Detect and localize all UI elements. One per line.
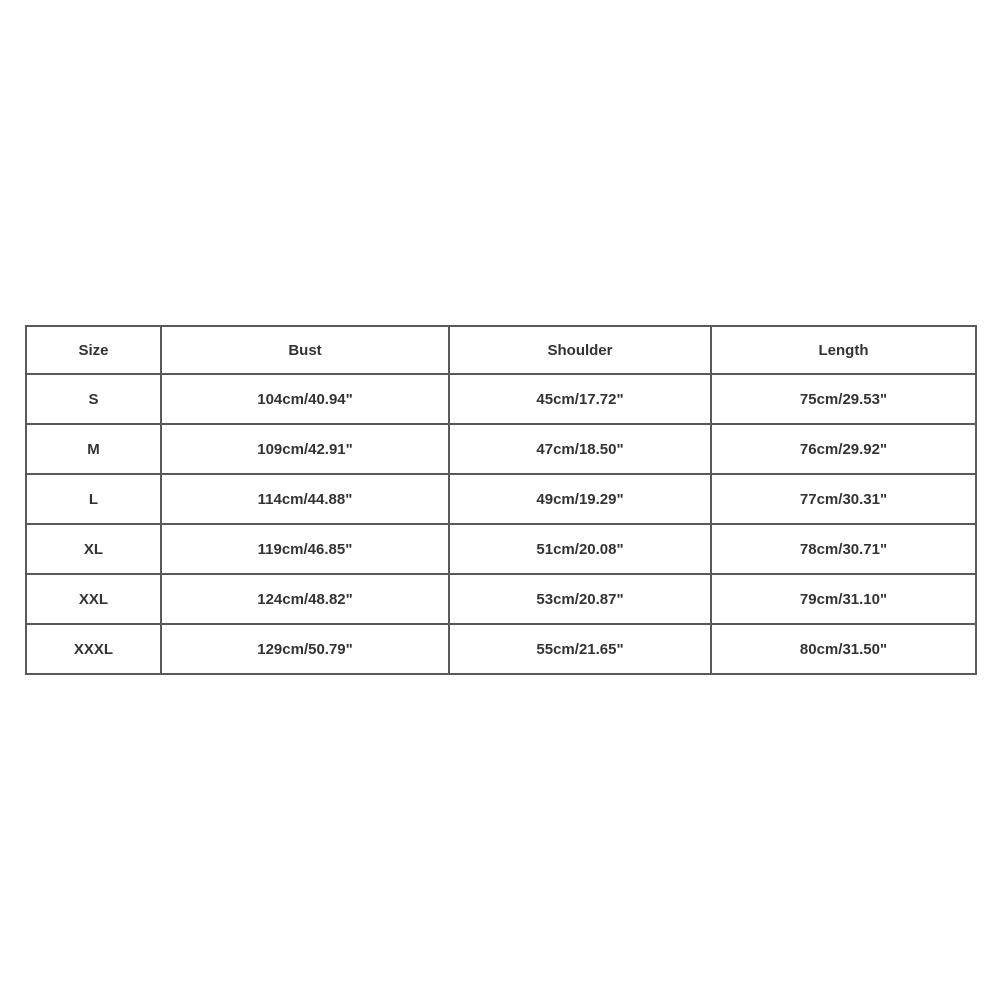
cell-size: XXL <box>26 574 161 624</box>
column-header-shoulder: Shoulder <box>449 326 711 374</box>
cell-bust: 119cm/46.85" <box>161 524 449 574</box>
cell-shoulder: 53cm/20.87" <box>449 574 711 624</box>
cell-bust: 129cm/50.79" <box>161 624 449 674</box>
cell-shoulder: 51cm/20.08" <box>449 524 711 574</box>
header-row <box>26 326 976 374</box>
table-row <box>26 524 976 574</box>
cell-size: L <box>26 474 161 524</box>
table-body <box>26 374 976 674</box>
column-header-bust: Bust <box>161 326 449 374</box>
cell-size: M <box>26 424 161 474</box>
column-header-size: Size <box>26 326 161 374</box>
cell-size: S <box>26 374 161 424</box>
table-row <box>26 574 976 624</box>
cell-length: 75cm/29.53" <box>711 374 976 424</box>
table-row <box>26 474 976 524</box>
cell-shoulder: 49cm/19.29" <box>449 474 711 524</box>
cell-size: XL <box>26 524 161 574</box>
cell-length: 80cm/31.50" <box>711 624 976 674</box>
table-row <box>26 374 976 424</box>
cell-bust: 109cm/42.91" <box>161 424 449 474</box>
cell-bust: 104cm/40.94" <box>161 374 449 424</box>
cell-bust: 124cm/48.82" <box>161 574 449 624</box>
cell-size: XXXL <box>26 624 161 674</box>
size-chart-table <box>25 325 977 675</box>
cell-shoulder: 45cm/17.72" <box>449 374 711 424</box>
column-header-length: Length <box>711 326 976 374</box>
cell-shoulder: 55cm/21.65" <box>449 624 711 674</box>
cell-length: 77cm/30.31" <box>711 474 976 524</box>
cell-bust: 114cm/44.88" <box>161 474 449 524</box>
cell-length: 78cm/30.71" <box>711 524 976 574</box>
cell-length: 79cm/31.10" <box>711 574 976 624</box>
table-row <box>26 424 976 474</box>
cell-length: 76cm/29.92" <box>711 424 976 474</box>
cell-shoulder: 47cm/18.50" <box>449 424 711 474</box>
table-row <box>26 624 976 674</box>
table-header <box>26 326 976 374</box>
